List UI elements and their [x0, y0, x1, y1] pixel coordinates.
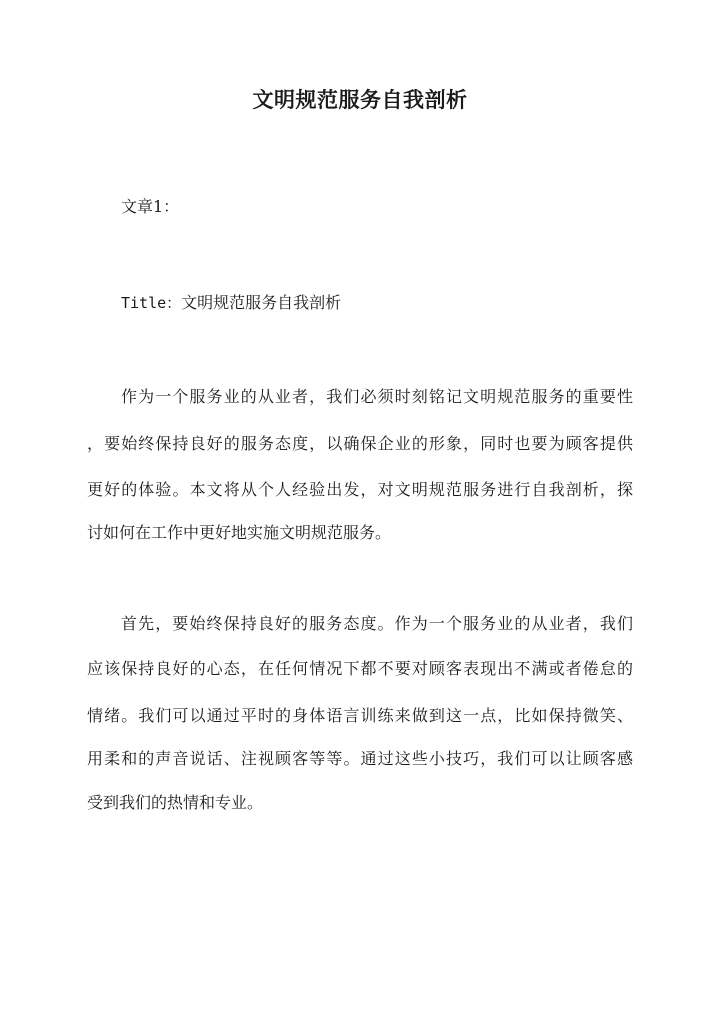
subtitle-line [121, 293, 341, 313]
subtitle-text: 文明规范服务自我剖析 [181, 293, 342, 312]
section-label: 文章1： [121, 197, 180, 216]
paragraph-1-line: 讨如何在工作中更好地实施文明规范服务。 [87, 523, 392, 542]
paragraph-1-line: ，要始终保持良好的服务态度，以确保企业的形象，同时也要为顾客提供 [87, 434, 633, 453]
subtitle-prefix: Title： [121, 294, 182, 312]
paragraph-2-line: 首先，要始终保持良好的服务态度。作为一个服务业的从业者，我们 [121, 614, 633, 633]
paragraph-1-line: 更好的体验。本文将从个人经验出发，对文明规范服务进行自我剖析，探 [87, 480, 633, 499]
document-title: 文明规范服务自我剖析 [252, 87, 468, 112]
paragraph-2-line: 受到我们的热情和专业。 [87, 793, 264, 812]
paragraph-1-line: 作为一个服务业的从业者，我们必须时刻铭记文明规范服务的重要性 [121, 387, 633, 406]
paragraph-2-line: 用柔和的声音说话、注视顾客等等。通过这些小技巧，我们可以让顾客感 [87, 749, 633, 768]
paragraph-2-line: 情绪。我们可以通过平时的身体语言训练来做到这一点，比如保持微笑、 [87, 706, 633, 725]
paragraph-2-line: 应该保持良好的心态，在任何情况下都不要对顾客表现出不满或者倦怠的 [87, 659, 633, 678]
